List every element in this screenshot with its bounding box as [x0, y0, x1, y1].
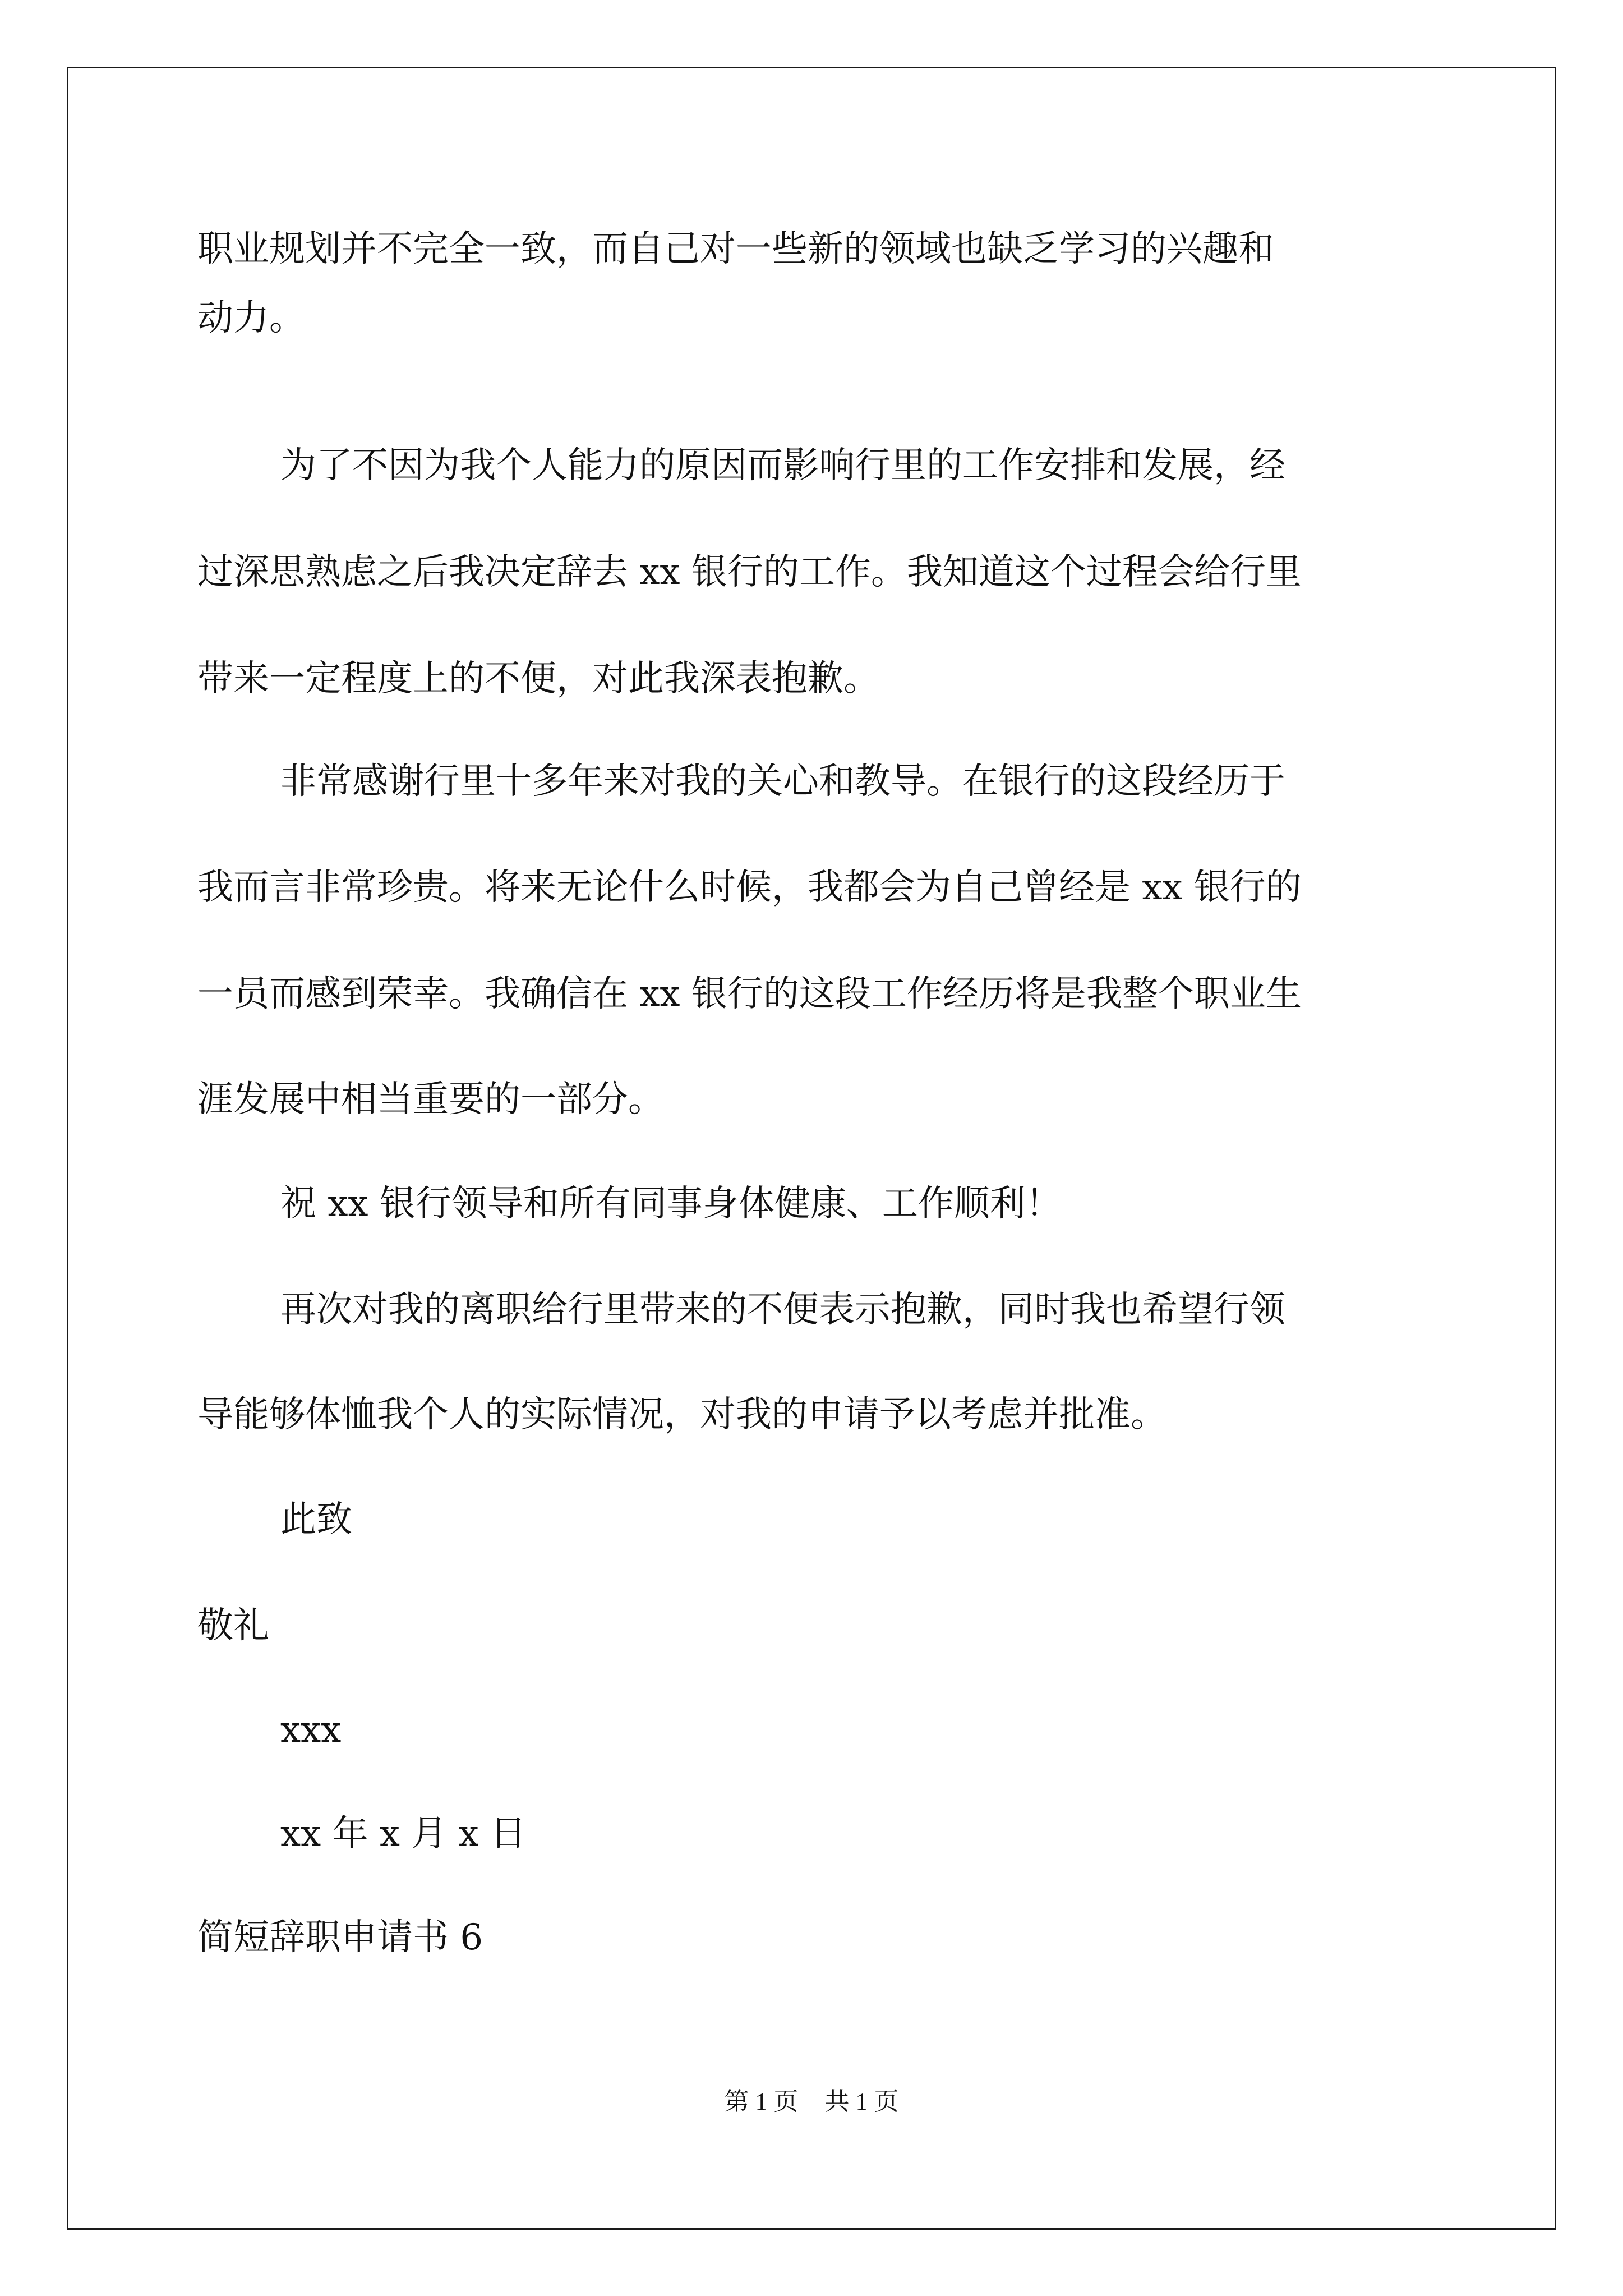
paragraph-line: 一员而感到荣幸。我确信在 xx 银行的这段工作经历将是我整个职业生: [197, 973, 1302, 1015]
page-footer: [0, 2090, 1623, 2114]
paragraph-line: 导能够体恤我个人的实际情况，对我的申请予以考虑并批准。: [197, 1394, 1166, 1435]
paragraph-line: 非常感谢行里十多年来对我的关心和教导。在银行的这段经历于: [280, 761, 1285, 802]
paragraph-line: 过深思熟虑之后我决定辞去 xx 银行的工作。我知道这个过程会给行里: [197, 551, 1302, 593]
page-border: [67, 67, 1556, 2230]
signature-name: xxx: [280, 1709, 342, 1751]
paragraph-line: 祝 xx 银行领导和所有同事身体健康、工作顺利！: [280, 1183, 1062, 1225]
paragraph-line: 带来一定程度上的不便，对此我深表抱歉。: [197, 658, 879, 700]
paragraph-line: 我而言非常珍贵。将来无论什么时候，我都会为自己曾经是 xx 银行的: [197, 867, 1302, 908]
closing-regards: 敬礼: [197, 1605, 269, 1646]
paragraph-line: 职业规划并不完全一致，而自己对一些新的领域也缺乏学习的兴趣和: [197, 228, 1274, 270]
page-total: 共 1 页: [824, 2088, 899, 2115]
signature-date: xx 年 x 月 x 日: [280, 1813, 527, 1855]
paragraph-line: 动力。: [197, 297, 305, 339]
closing-salutation: 此致: [280, 1499, 352, 1540]
next-section-title: 简短辞职申请书 6: [197, 1917, 483, 1958]
paragraph-line: 再次对我的离职给行里带来的不便表示抱歉，同时我也希望行领: [280, 1289, 1285, 1331]
paragraph-line: 为了不因为我个人能力的原因而影响行里的工作安排和发展，经: [280, 445, 1285, 486]
paragraph-line: 涯发展中相当重要的一部分。: [197, 1079, 664, 1120]
page-number: 第 1 页: [724, 2088, 799, 2115]
